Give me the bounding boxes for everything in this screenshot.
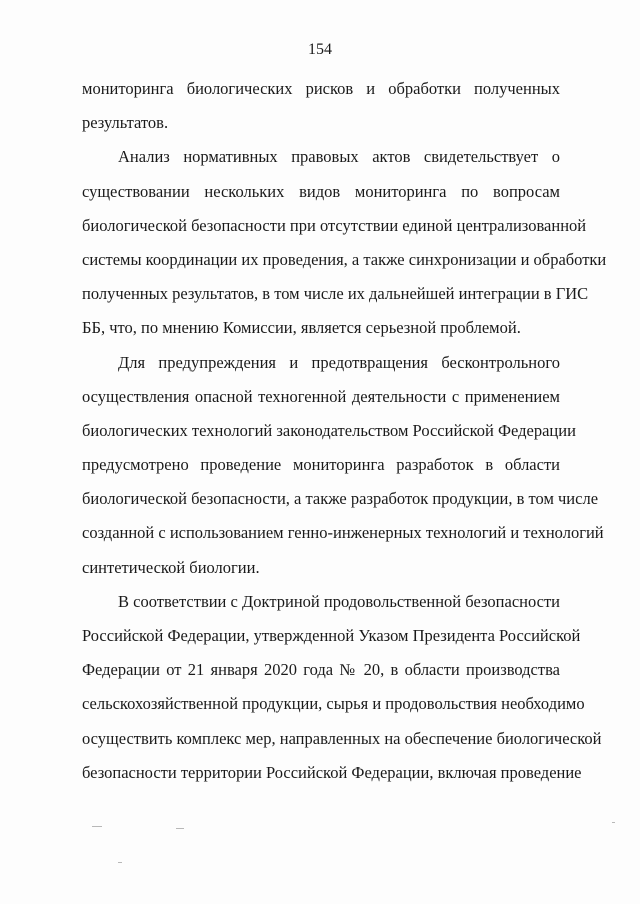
text-line: предусмотрено проведение мониторинга разработок в области — [82, 455, 560, 475]
text-line: Федерации от 21 января 2020 года № 20, в области производства — [82, 660, 560, 680]
scan-speck — [118, 862, 122, 863]
page-number: 154 — [308, 41, 332, 58]
scan-speck — [612, 822, 615, 823]
body-text — [82, 78, 607, 796]
text-line: мониторинга биологических рисков и обработки полученных — [82, 79, 560, 98]
text-line: существовании нескольких видов мониторинга по вопросам — [82, 181, 560, 201]
text-line: синтетической биологии. — [82, 557, 260, 577]
text-line: полученных результатов, в том числе их дальнейшей интеграции в ГИС — [82, 284, 589, 304]
text-line: сельскохозяйственной продукции, сырья и продовольствия необходимо — [82, 694, 585, 714]
scan-speck — [92, 826, 102, 827]
text-line: системы координации их проведения, а также синхронизации и обработки — [82, 249, 607, 269]
scan-speck — [176, 828, 184, 829]
text-line: осуществить комплекс мер, направленных на обеспечение биологической — [82, 728, 602, 748]
text-line: биологических технологий законодательством Российской Федерации — [82, 420, 576, 440]
text-line: Российской Федерации, утвержденной Указом Президента Российской — [82, 626, 581, 645]
text-line: созданной с использованием генно-инженерных технологий и технологий — [82, 523, 604, 543]
text-line: безопасности территории Российской Федерации, включая проведение — [82, 762, 582, 782]
text-line: Для предупреждения и предотвращения бесконтрольного — [118, 352, 560, 372]
text-line: биологической безопасности, а также разработок продукции, в том числе — [82, 489, 599, 509]
text-line: Анализ нормативных правовых актов свидетельствует о — [118, 147, 560, 167]
text-line: осуществления опасной техногенной деятельности с применением — [82, 386, 560, 406]
text-line: В соответствии с Доктриной продовольственной безопасности — [118, 591, 560, 611]
text-line: биологической безопасности при отсутствии единой централизованной — [82, 215, 587, 235]
text-line: ББ, что, по мнению Комиссии, является серьезной проблемой. — [82, 318, 521, 338]
text-line: результатов. — [82, 113, 169, 133]
